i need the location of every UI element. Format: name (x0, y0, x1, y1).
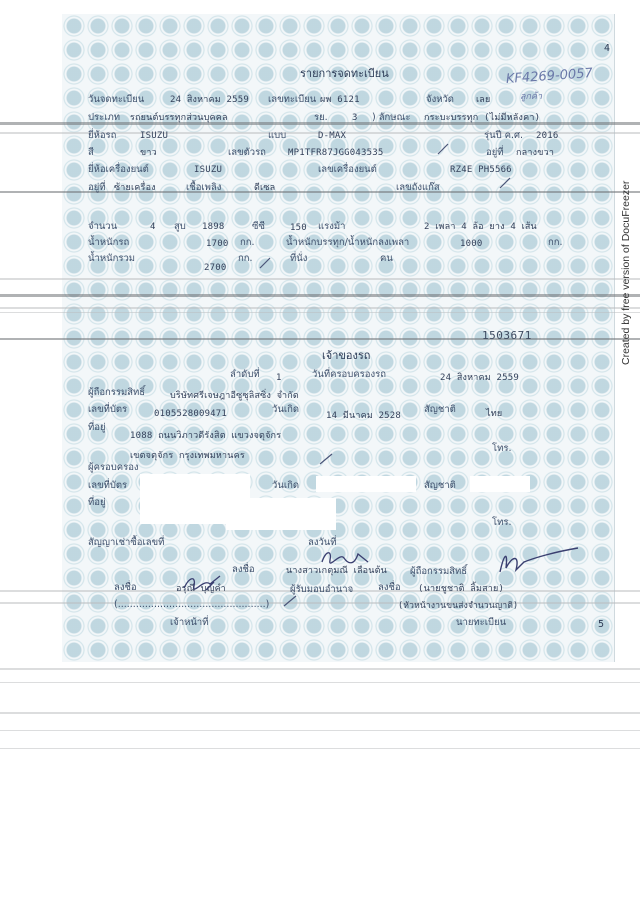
cylinder-label: สูบ (174, 221, 186, 232)
hp-value: 150 (290, 223, 307, 233)
weight-label: น้ำหนักรถ (88, 237, 130, 248)
weight-unit: กก. (240, 237, 255, 248)
owner-label: ผู้ถือกรรมสิทธิ์ (88, 387, 146, 398)
id-value: 0105528009471 (154, 409, 228, 419)
address-label: ที่อยู่ (88, 422, 106, 433)
province-label: จังหวัด (426, 94, 454, 105)
chassis-at-value: กลางขวา (516, 148, 555, 158)
reg-number-value: ผพ 6121 (320, 95, 360, 105)
signature-right (494, 546, 584, 580)
axle-value: 2 เพลา 4 ล้อ ยาง 4 เส้น (424, 222, 537, 232)
engine-brand-label: ยี่ห้อเครื่องยนต์ (88, 164, 149, 175)
page-number-top: 4 (604, 43, 611, 54)
birth-label: วันเกิด (272, 404, 299, 415)
birth2-label: วันเกิด (272, 480, 299, 491)
chassis-label: เลขตัวรถ (228, 147, 266, 158)
brand-label: ยี่ห้อรถ (88, 130, 117, 141)
order-value: 1 (276, 373, 282, 383)
hp-label: แรงม้า (318, 221, 346, 232)
check-mark (282, 594, 298, 608)
signature-top (318, 548, 378, 570)
officer-label: เจ้าหน้าที่ (170, 617, 209, 628)
total-weight-value: 2700 (204, 263, 227, 273)
scan-streak (0, 312, 640, 313)
scan-streak (0, 682, 640, 683)
scan-streak (0, 602, 640, 604)
style-value: กระบะบรรทุก (ไม่มีหลังคา) (424, 113, 541, 123)
signer-name-right: (นายชูชาติ ลิ้มสาย) (418, 584, 505, 594)
check-mark (436, 142, 450, 156)
possession-date-value: 24 สิงหาคม 2559 (440, 373, 519, 383)
color-label: สี (88, 147, 94, 158)
handwritten-reference: KF4269-0057 (505, 65, 594, 88)
owner-section-title: เจ้าของรถ (322, 349, 371, 362)
fuel-label: เชื้อเพลิง (186, 182, 222, 193)
seat-label: ที่นั่ง (290, 253, 308, 264)
tel-label: โทร. (492, 443, 512, 454)
cc-label: ซีซี (252, 221, 265, 232)
handwritten-note: ลูกค้า (520, 92, 543, 102)
ro-label: รย. (314, 112, 328, 123)
id2-label: เลขที่บัตร (88, 480, 128, 491)
nationality2-label: สัญชาติ (424, 480, 456, 491)
fuel-value: ดีเซล (254, 183, 276, 193)
contract-date-label: ลงวันที่ (308, 537, 337, 548)
sign-label-top: ลงชื่อ (232, 564, 255, 575)
registrar-label: นายทะเบียน (456, 617, 507, 628)
cc-value: 1898 (202, 222, 225, 232)
contract-label: สัญญาเช่าซื้อเลขที่ (88, 537, 165, 548)
chassis-at-label: อยู่ที่ (486, 147, 504, 158)
load-label: น้ำหนักบรรทุก/น้ำหนักลงเพลา (286, 237, 410, 248)
province-value: เลย (476, 95, 491, 105)
scan-streak (0, 712, 640, 714)
load-value: 1000 (460, 239, 483, 249)
id-label: เลขที่บัตร (88, 404, 128, 415)
redaction-block (316, 476, 416, 492)
possessor-label: ผู้ครอบครอง (88, 462, 139, 473)
registrar-title: (หัวหน้างานขนส่งจำนวนญาติ) (398, 601, 519, 611)
scan-streak (0, 307, 640, 309)
redaction-block (226, 498, 336, 530)
model-label: แบบ (268, 130, 287, 141)
possession-date-label: วันที่ครอบครองรถ (312, 369, 386, 380)
scan-streak (0, 730, 640, 731)
total-weight-unit: กก. (238, 253, 253, 264)
gas-tank-label: เลขถังแก๊ส (396, 182, 440, 193)
owner-value: บริษัทศรีเจษฎาอีซูซุลิสซิ่ง จำกัด (170, 391, 299, 401)
signer-name-left: อรุณี บุญคำ (176, 584, 226, 594)
reg-date-value: 24 สิงหาคม 2559 (170, 95, 249, 105)
engine-at-label: อยู่ที่ (88, 182, 106, 193)
serial-number: 1503671 (482, 329, 532, 342)
address-line-1: 1088 ถนนวิภาวดีรังสิต แขวงจตุจักร (130, 431, 282, 441)
sign-label-left: ลงชื่อ (114, 582, 137, 593)
ro-value: 3 (352, 113, 358, 123)
reg-date-label: วันจดทะเบียน (88, 94, 145, 105)
check-mark (318, 452, 334, 466)
document-title: รายการจดทะเบียน (300, 67, 389, 80)
engine-no-label: เลขเครื่องยนต์ (318, 164, 377, 175)
scan-streak (0, 338, 640, 340)
check-mark (258, 256, 272, 270)
address-line-2: เขตจตุจักร กรุงเทพมหานคร (130, 451, 245, 461)
address2-label: ที่อยู่ (88, 497, 106, 508)
brand-value: ISUZU (140, 131, 169, 141)
left-signature-placeholder: (.................................................) (114, 599, 270, 610)
load-unit: กก. (548, 237, 563, 248)
redaction-block (470, 476, 530, 492)
color-value: ขาว (140, 148, 157, 158)
weight-value: 1700 (206, 239, 229, 249)
reg-number-label: เลขทะเบียน (268, 94, 317, 105)
model-value: D-MAX (318, 131, 347, 141)
nationality-label: สัญชาติ (424, 404, 456, 415)
engine-at-value: ซ้ายเครื่อง (114, 183, 156, 193)
tel2-label: โทร. (492, 517, 512, 528)
check-mark (498, 176, 512, 190)
nationality-value: ไทย (486, 409, 503, 419)
signature-left (180, 572, 230, 596)
type-label: ประเภท (88, 112, 121, 123)
year-value: 2016 (536, 131, 559, 141)
proxy-label: ผู้รับมอบอำนาจ (290, 584, 354, 595)
page-number-bottom: 5 (598, 619, 605, 630)
scan-streak (0, 748, 640, 749)
scan-streak (0, 278, 640, 280)
year-label: รุ่นปี ค.ศ. (484, 130, 524, 141)
type-value: รถยนต์บรรทุกส่วนบุคคล (130, 113, 228, 123)
qty-value: 4 (150, 222, 156, 232)
total-weight-label: น้ำหนักรวม (88, 253, 136, 264)
scan-streak (0, 294, 640, 297)
person-label: คน (380, 253, 393, 264)
docufreezer-watermark: Created by free version of DocuFreezer (620, 180, 632, 365)
engine-no-value: RZ4E PH5566 (450, 165, 512, 175)
sign-label-right: ลงชื่อ (378, 582, 401, 593)
owner-role-label: ผู้ถือกรรมสิทธิ์ (410, 566, 468, 577)
birth-value: 14 มีนาคม 2528 (326, 411, 402, 421)
qty-label: จำนวน (88, 221, 118, 232)
style-label: ) ลักษณะ (372, 112, 411, 123)
chassis-value: MP1TFR87JGG043535 (288, 148, 384, 158)
signer-name-top: นางสาวเกตุมณี เลือนต้น (286, 566, 388, 576)
scan-streak (0, 668, 640, 670)
engine-brand-value: ISUZU (194, 165, 223, 175)
order-label: ลำดับที่ (230, 369, 260, 380)
